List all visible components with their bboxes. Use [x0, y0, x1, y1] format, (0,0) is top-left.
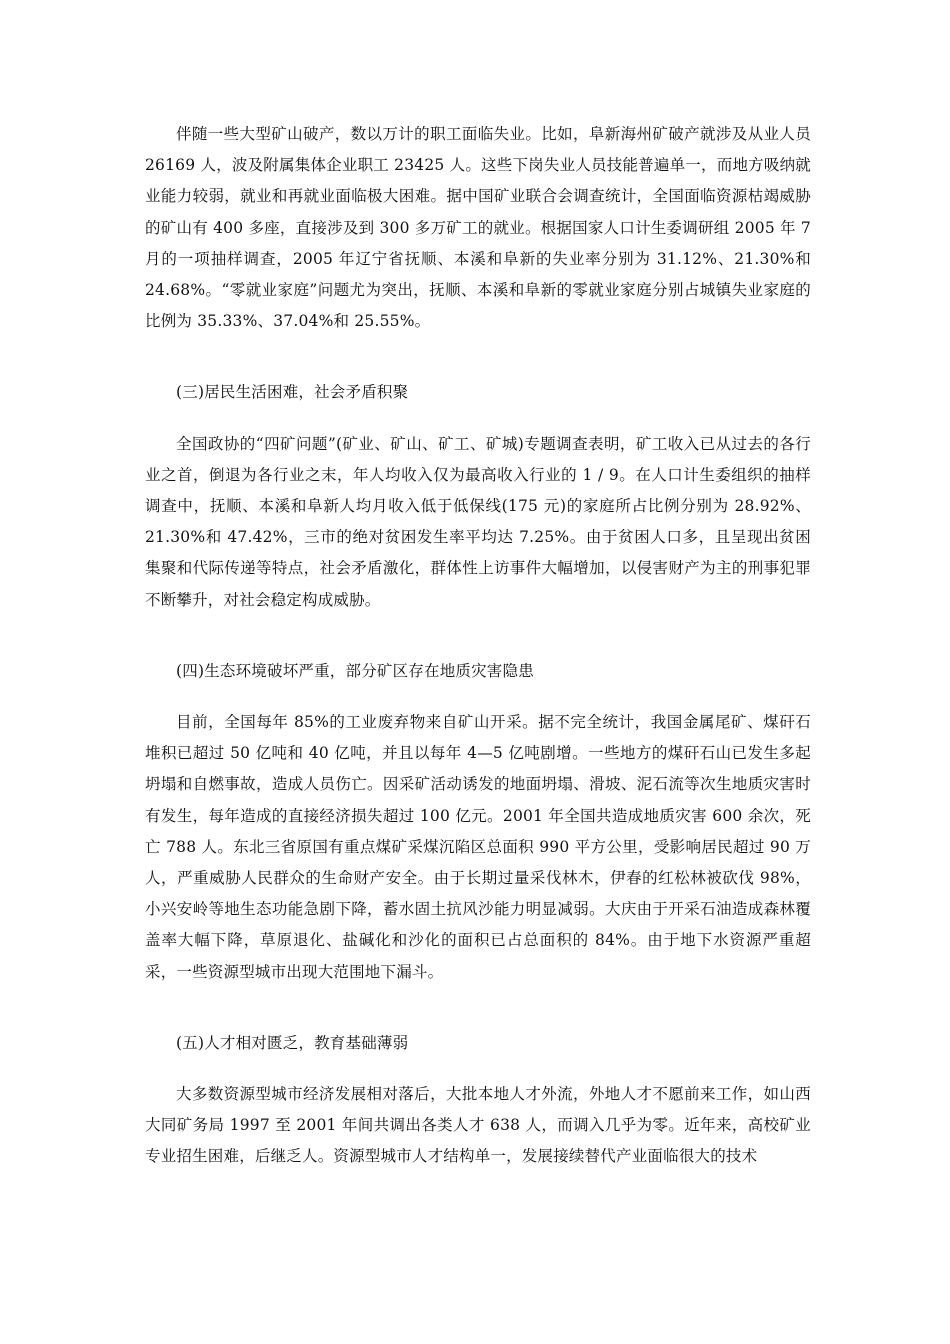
section-heading-3: (三)居民生活困难，社会矛盾积聚 — [176, 383, 409, 402]
paragraph-ecology: 目前，全国每年 85%的工业废弃物来自矿山开采。据不完全统计，我国金属尾矿、煤矸石堆积已超过 50 亿吨和 40 亿吨，并且以每年 4—5 亿吨剧增。一些地方的煤矸石山已发生多起坍塌和自燃事故，造成人员伤亡。因采矿活动诱发的地面坍塌、滑坡、泥石流等次生地质灾害时有发生，每年造成的直接经济损失超过 100 亿元。2001 年全国共造成地质灾害 600 余次，死亡 788 人。东北三省原国有重点煤矿采煤沉陷区总面积 990 平方公里，受影响居民超过 90 万人，严重威胁人民群众的生命财产安全。由于长期过量采伐林木，伊春的红松林被砍伐 98%，小兴安岭等地生态功能急剧下降，蓄水固土抗风沙能力明显减弱。大庆由于开采石油造成森林覆盖率大幅下降，草原退化、盐碱化和沙化的面积已占总面积的 84%。由于地下水资源严重超采，一些资源型城市出现大范围地下漏斗。 — [145, 713, 811, 981]
spacer — [145, 687, 811, 707]
document-body — [145, 119, 811, 1173]
spacer — [145, 337, 811, 377]
paragraph-living-difficulties: 全国政协的“四矿问题”(矿业、矿山、矿工、矿城)专题调查表明，矿工收入已从过去的各行业之首，倒退为各行业之末，年人均收入仅为最高收入行业的 1 / 9。在人口计生委组织的抽样调查中，抚顺、本溪和阜新人均月收入低于低保线(175 元)的家庭所占比例分别为 28.92%、21.30%和 47.42%，三市的绝对贫困发生率平均达 7.25%。由于贫困人口多，且呈现出贫困集聚和代际传递等特点，社会矛盾激化，群体性上访事件大幅增加，以侵害财产为主的刑事犯罪不断攀升，对社会稳定构成威胁。 — [145, 434, 811, 609]
spacer — [145, 1059, 811, 1079]
spacer — [145, 988, 811, 1028]
spacer — [145, 409, 811, 429]
spacer — [145, 616, 811, 656]
section-heading-4: (四)生态环境破坏严重，部分矿区存在地质灾害隐患 — [176, 661, 534, 680]
paragraph-unemployment: 伴随一些大型矿山破产，数以万计的职工面临失业。比如，阜新海州矿破产就涉及从业人员 26169 人，波及附属集体企业职工 23425 人。这些下岗失业人员技能普遍单一，而地方吸纳就业能力较弱，就业和再就业面临极大困难。据中国矿业联合会调查统计，全国面临资源枯竭威胁的矿山有 400 多座，直接涉及到 300 多万矿工的就业。根据国家人口计生委调研组 2005 年 7 月的一项抽样调查，2005 年辽宁省抚顺、本溪和阜新的失业率分别为 31.12%、21.30%和 24.68%。“零就业家庭”问题尤为突出，抚顺、本溪和阜新的零就业家庭分别占城镇失业家庭的比例为 35.33%、37.04%和 25.55%。 — [145, 125, 811, 331]
paragraph-talent: 大多数资源型城市经济发展相对落后，大批本地人才外流，外地人才不愿前来工作，如山西大同矿务局 1997 至 2001 年间共调出各类人才 638 人，而调入几乎为零。近年来，高校矿业专业招生困难，后继乏人。资源型城市人才结构单一，发展接续替代产业面临很大的技术 — [145, 1085, 811, 1166]
section-heading-5: (五)人才相对匮乏，教育基础薄弱 — [176, 1033, 409, 1052]
